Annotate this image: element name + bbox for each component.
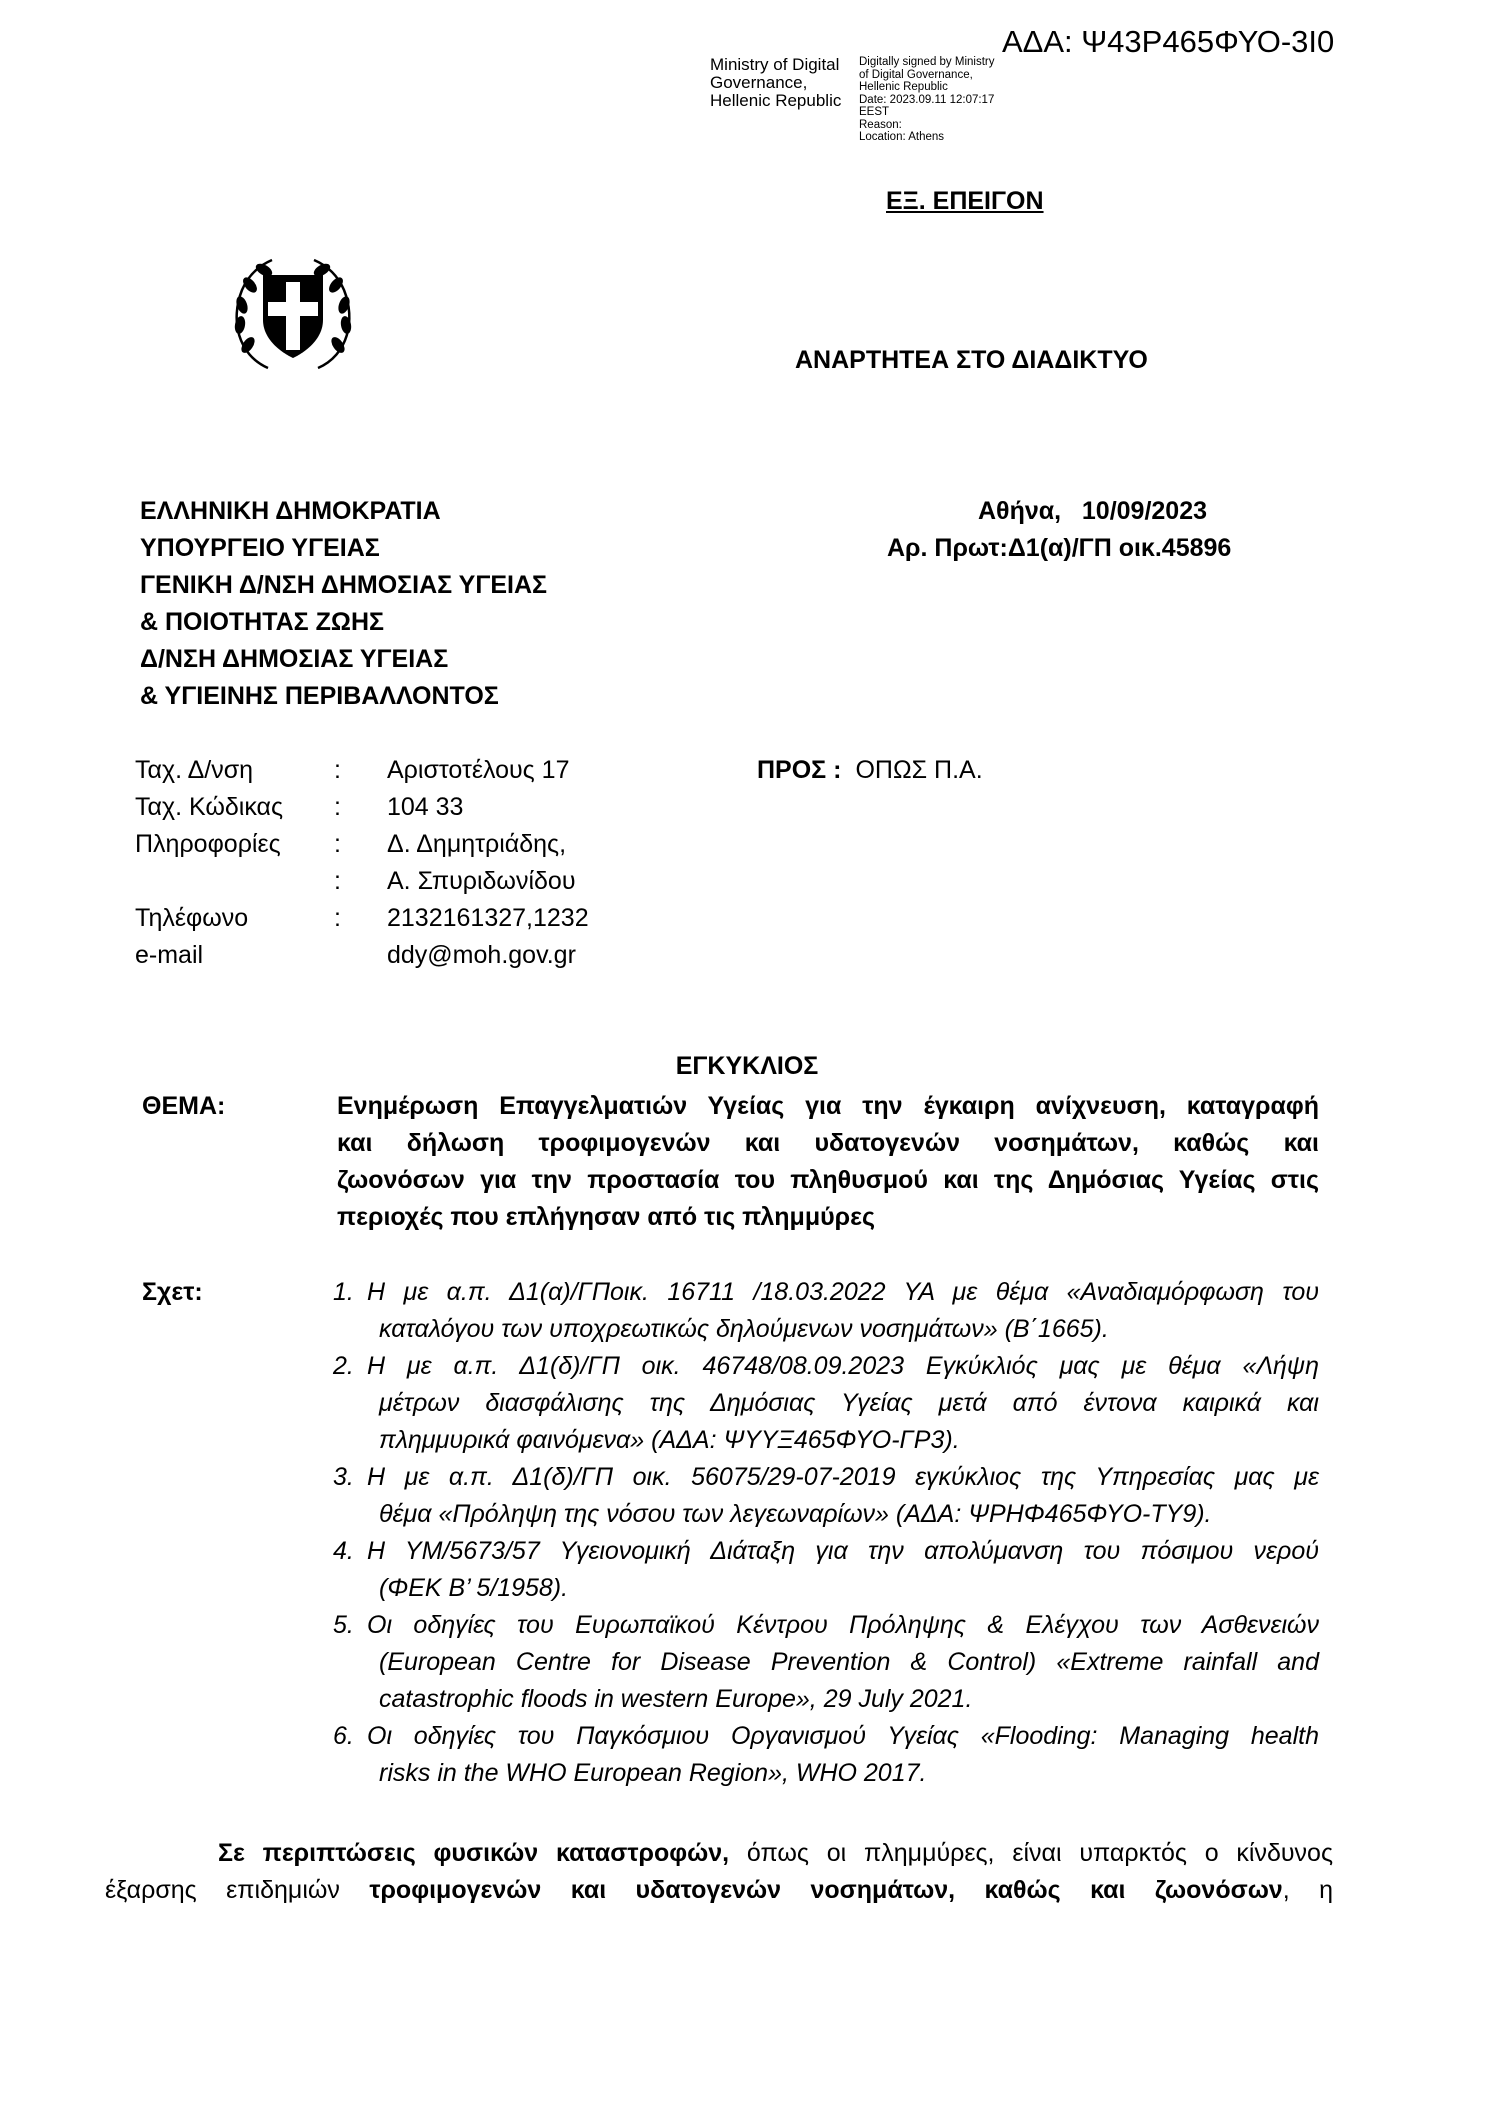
reference-number: 2.	[333, 1352, 354, 1380]
reference-item	[333, 1533, 1319, 1607]
contact-label: Τηλέφωνο	[135, 904, 249, 932]
contact-label: e-mail	[135, 941, 204, 969]
issuer-block	[140, 493, 547, 715]
reference-line: πλημμυρικά φαινόμενα» (ΑΔΑ: ΨΥΥΞ465ΦΥΟ-ΓΡ3).	[379, 1426, 960, 1454]
contact-row	[135, 900, 655, 937]
contact-colon: :	[334, 756, 341, 784]
reference-item	[333, 1718, 1319, 1792]
reference-line: Η με α.π. Δ1(δ)/ΓΠ οικ. 56075/29-07-2019 εγκύκλιος της Υπηρεσίας μας με	[367, 1463, 1319, 1491]
contact-email[interactable]: ddy@moh.gov.gr	[387, 941, 576, 969]
greek-emblem-icon	[228, 250, 358, 383]
post-online-notice: ΑΝΑΡΤΗΤΕΑ ΣΤΟ ΔΙΑΔΙΚΤΥΟ	[795, 346, 1148, 374]
contact-row	[135, 752, 655, 789]
reference-number: 4.	[333, 1537, 354, 1565]
reference-line: Οι οδηγίες του Ευρωπαϊκού Κέντρου Πρόληψης & Ελέγχου των Ασθενειών	[367, 1611, 1319, 1639]
reference-line: καταλόγου των υποχρεωτικώς δηλούμενων νοσημάτων» (Β΄1665).	[379, 1315, 1109, 1343]
subject-line: περιοχές που επλήγησαν από τις πλημμύρες	[337, 1203, 876, 1231]
signature-detail-line: EEST	[859, 106, 890, 118]
contact-colon: :	[334, 867, 341, 895]
recipient-label: ΠΡΟΣ :	[757, 756, 842, 784]
signature-details	[859, 56, 995, 144]
reference-item	[333, 1459, 1319, 1533]
reference-line: Οι οδηγίες του Παγκόσμιου Οργανισμού Υγείας «Flooding: Managing health	[367, 1722, 1319, 1750]
signature-detail-line: of Digital Governance,	[859, 68, 973, 81]
body-bold-text: τροφιμογενών και υδατογενών νοσημάτων, καθώς και ζωονόσων	[369, 1876, 1283, 1904]
reference-number: 6.	[333, 1722, 354, 1750]
contact-value: 104 33	[387, 793, 464, 821]
reference-line: catastrophic floods in western Europe», 29 July 2021.	[379, 1685, 973, 1713]
issuer-line: Δ/ΝΣΗ ΔΗΜΟΣΙΑΣ ΥΓΕΙΑΣ	[140, 645, 449, 673]
reference-number: 5.	[333, 1611, 354, 1639]
subject-line: Ενημέρωση Επαγγελματιών Υγείας για την έγκαιρη ανίχνευση, καταγραφή	[337, 1092, 1319, 1120]
signature-name-line: Governance,	[710, 73, 808, 92]
contact-row	[135, 789, 655, 826]
issuer-line: ΕΛΛΗΝΙΚΗ ΔΗΜΟΚΡΑΤΙΑ	[140, 497, 441, 525]
signature-name-line: Hellenic Republic	[710, 91, 842, 110]
signature-detail-line: Hellenic Republic	[859, 81, 948, 93]
references-label: Σχετ:	[142, 1278, 203, 1306]
contact-value: Αριστοτέλους 17	[387, 756, 570, 784]
body-paragraph	[105, 1835, 1333, 1909]
reference-number: 1.	[333, 1278, 354, 1306]
signature-name	[710, 56, 841, 110]
reference-line: Η με α.π. Δ1(α)/ΓΠοικ. 16711 /18.03.2022 ΥΑ με θέμα «Αναδιαμόρφωση του	[367, 1278, 1319, 1306]
reference-line: (European Centre for Disease Prevention & Control) «Extreme rainfall and	[379, 1648, 1319, 1676]
ada-code: ΑΔΑ: Ψ43Ρ465ΦΥΟ-3Ι0	[1002, 24, 1335, 59]
body-bold-text: Σε περιπτώσεις φυσικών καταστροφών,	[218, 1839, 730, 1867]
recipient	[757, 752, 983, 789]
reference-item	[333, 1348, 1319, 1459]
contact-row	[135, 937, 655, 974]
contact-value: Δ. Δημητριάδης,	[387, 830, 567, 858]
references-list	[333, 1274, 1319, 1792]
signature-detail-line: Reason:	[859, 118, 902, 131]
contact-colon: :	[334, 793, 341, 821]
contact-value: Α. Σπυριδωνίδου	[387, 867, 576, 895]
recipient-value: ΟΠΩΣ Π.Α.	[855, 756, 983, 784]
body-line	[105, 1872, 1333, 1909]
reference-item	[333, 1607, 1319, 1718]
issuer-line: & ΥΓΙΕΙΝΗΣ ΠΕΡΙΒΑΛΛΟΝΤΟΣ	[140, 682, 499, 710]
signature-detail-line: Location: Athens	[859, 131, 945, 143]
issuer-line: ΓΕΝΙΚΗ Δ/ΝΣΗ ΔΗΜΟΣΙΑΣ ΥΓΕΙΑΣ	[140, 571, 548, 599]
subject-line: και δήλωση τροφιμογενών και υδατογενών νοσημάτων, καθώς και	[337, 1129, 1319, 1157]
urgent-label: ΕΞ. ΕΠΕΙΓΟΝ	[886, 187, 1044, 215]
contact-colon: :	[334, 830, 341, 858]
reference-line: (ΦΕΚ Β’ 5/1958).	[379, 1574, 569, 1602]
contact-label: Πληροφορίες	[135, 830, 281, 858]
signature-detail-line: Date: 2023.09.11 12:07:17	[859, 93, 995, 106]
subject-line: ζωονόσων για την προστασία του πληθυσμού και της Δημόσιας Υγείας στις	[337, 1166, 1319, 1194]
contact-colon: :	[334, 904, 341, 932]
issuer-line: & ΠΟΙΟΤΗΤΑΣ ΖΩΗΣ	[140, 608, 385, 636]
contact-label: Ταχ. Κώδικας	[135, 793, 284, 821]
subject-text	[337, 1088, 1319, 1236]
reference-line: Η με α.π. Δ1(δ)/ΓΠ οικ. 46748/08.09.2023 Εγκύκλιός μας με θέμα «Λήψη	[367, 1352, 1319, 1380]
signature-name-line: Ministry of Digital	[710, 55, 840, 74]
reference-item	[333, 1274, 1319, 1348]
circular-title: ΕΓΚΥΚΛΙΟΣ	[675, 1052, 819, 1080]
subject-label: ΘΕΜΑ:	[142, 1092, 226, 1120]
reference-line: Η ΥΜ/5673/57 Υγειονομική Διάταξη για την απολύμανση του πόσιμου νερού	[367, 1537, 1319, 1565]
issuer-line: ΥΠΟΥΡΓΕΙΟ ΥΓΕΙΑΣ	[140, 534, 380, 562]
body-text: όπως οι πλημμύρες, είναι υπαρκτός ο κίνδυνος	[729, 1839, 1334, 1867]
signature-detail-line: Digitally signed by Ministry	[859, 56, 995, 68]
reference-line: θέμα «Πρόληψη της νόσου των λεγεωναρίων» (ΑΔΑ: ΨΡΗΦ465ΦΥΟ-ΤΥ9).	[379, 1500, 1212, 1528]
document-date: Αθήνα, 10/09/2023	[978, 497, 1208, 525]
contact-row	[135, 863, 655, 900]
contact-row	[135, 826, 655, 863]
body-text: , η	[1282, 1876, 1333, 1904]
reference-line: μέτρων διασφάλισης της Δημόσιας Υγείας μετά από έντονα καιρικά και	[379, 1389, 1319, 1417]
body-text: έξαρσης επιδημιών	[105, 1876, 370, 1904]
body-line	[105, 1835, 1333, 1872]
contact-label: Ταχ. Δ/νση	[135, 756, 254, 784]
reference-number: 3.	[333, 1463, 354, 1491]
protocol-number: Αρ. Πρωτ:Δ1(α)/ΓΠ οικ.45896	[887, 534, 1232, 562]
contact-value: 2132161327,1232	[387, 904, 589, 932]
reference-line: risks in the WHO European Region», WHO 2017.	[379, 1759, 927, 1787]
contact-block	[135, 752, 655, 974]
